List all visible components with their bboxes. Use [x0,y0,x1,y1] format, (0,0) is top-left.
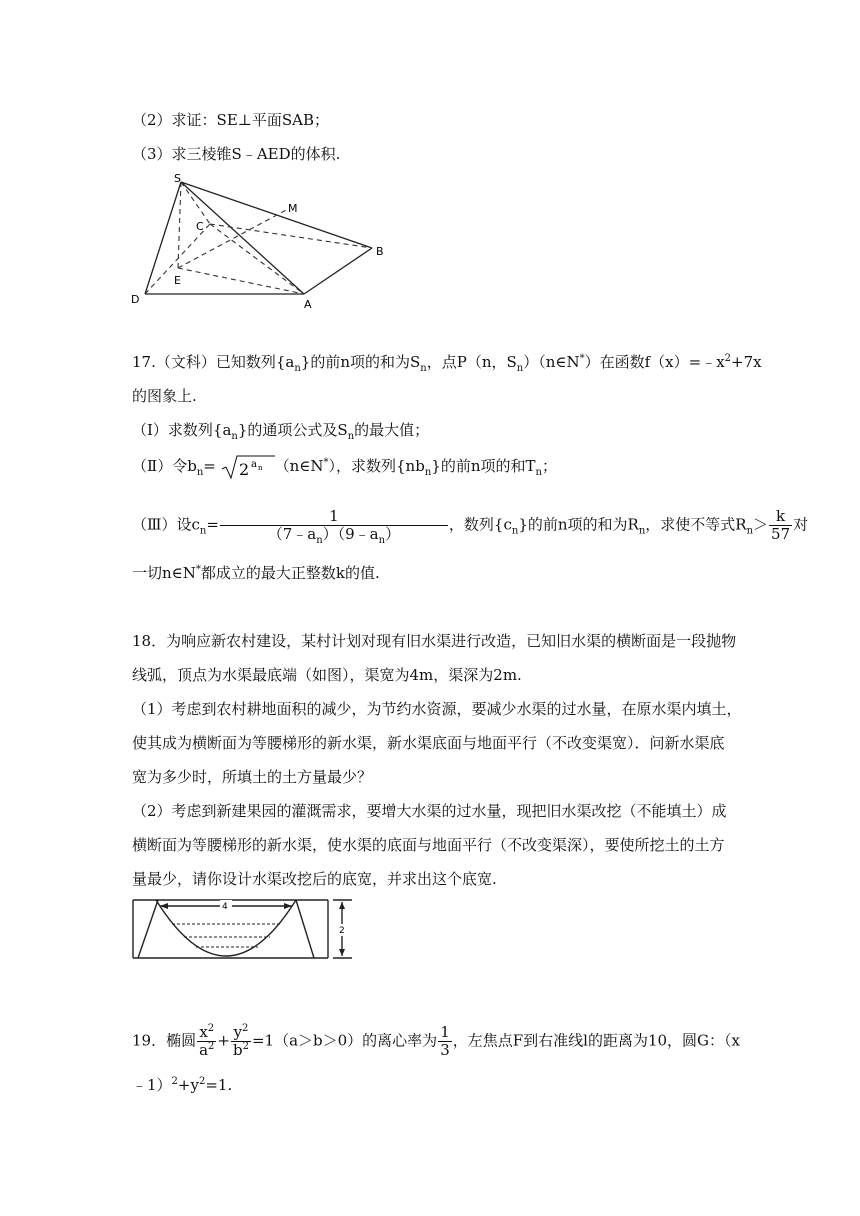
p17-question-3-line-2: 一切n∈N*都成立的最大正整数k的值. [132,564,380,582]
fraction-y2-b2: $\frac{y^2}{b^2}$ [233,1023,249,1059]
p18-line-2: 线弧，顶点为水渠最底端（如图），渠宽为4m，渠深为2m. [132,666,522,684]
fraction-one-third: $\frac{1}{3}$ [440,1023,450,1059]
p17-question-2: （Ⅱ）令$b_n=$ 2 a n （n∈N*），求数列$\{nb_n\}$的前n项的和$T_n$； [132,454,557,480]
p18-q1-line-2: 使其成为横断面为等腰梯形的新水渠，新水渠底面与地面平行（不改变渠宽）．问新水渠底 [132,734,725,752]
canal-figure [128,894,358,966]
p17-line-1: 17.（文科）已知数列$\{a_n\}$的前n项的和为$S_n$，点P（n，$S_n)(n\in N^*)$在函数$f(x)=﹣x^2+7x$ [132,353,762,374]
label-B: B [376,245,384,258]
p18-q2-line-1: （2）考虑到新建果园的灌溉需求，要增大水渠的过水量，现把旧水渠改挖（不能填土）成 [132,802,727,820]
p17-line-2: 的图象上. [132,387,197,405]
p18-q2-line-2: 横断面为等腰梯形的新水渠，使水渠的底面与地面平行（不改变渠深），要使所挖土的土方 [132,836,725,854]
svg-text:2: 2 [238,460,249,479]
p18-q2-line-3: 量最少，请你设计水渠改挖后的底宽，并求出这个底宽. [132,870,497,888]
canal-width-label: 4 [222,902,228,912]
p19-line-2: $﹣1)^2+y^2=1$. [132,1076,233,1094]
label-D: D [131,293,140,306]
fraction-cn: $\frac{1}{(7﹣a_n)(9﹣a_n)}$ [220,508,448,543]
sqrt-2-an [221,454,275,480]
label-A: A [304,298,312,310]
p16-question-3: （3）求三棱锥S﹣AED的体积. [132,145,341,163]
pyramid-figure [128,170,388,310]
p19-line-1: 19．椭圆 $\frac{x^2}{a^2}$ + $\frac{y^2}{b^2}$ =1（a＞b＞0）的离心率为 $\frac{1}{3}$ ，左焦点F到右准线l的距离为10，圆G：（x [132,1023,740,1059]
canal-depth-label: 2 [339,926,345,936]
p18-q1-line-3: 宽为多少时，所填土的土方量最少？ [132,768,373,786]
p18-q1-line-1: （1）考虑到农村耕地面积的减少，为节约水资源，要减少水渠的过水量，在原水渠内填土， [132,700,742,718]
svg-text:n: n [257,464,263,472]
label-E: E [174,274,181,287]
fraction-k-57: $\frac{k}{57}$ [771,507,791,543]
label-M: M [288,202,298,215]
p17-question-1: （Ⅰ）求数列$\{a_n\}$的通项公式及$S_n$的最大值； [132,421,430,442]
p16-question-2: （2）求证：SE⊥平面SAB； [132,111,330,129]
p17-question-3: （Ⅲ）设$c_n=$ $\frac{1}{(7﹣a_n)(9﹣a_n)}$ ，数列$\{c_n\}$的前n项的和为$R_n$，求使不等式$R_n>$ $\frac{k}{57}$ 对 [132,507,809,546]
fraction-x2-a2: $\frac{x^2}{a^2}$ [199,1023,215,1059]
label-C: C [196,220,204,233]
p18-line-1: 18．为响应新农村建设，某村计划对现有旧水渠进行改造，已知旧水渠的横断面是一段抛物 [132,632,737,650]
label-S: S [174,172,181,185]
svg-text:a: a [250,459,257,470]
